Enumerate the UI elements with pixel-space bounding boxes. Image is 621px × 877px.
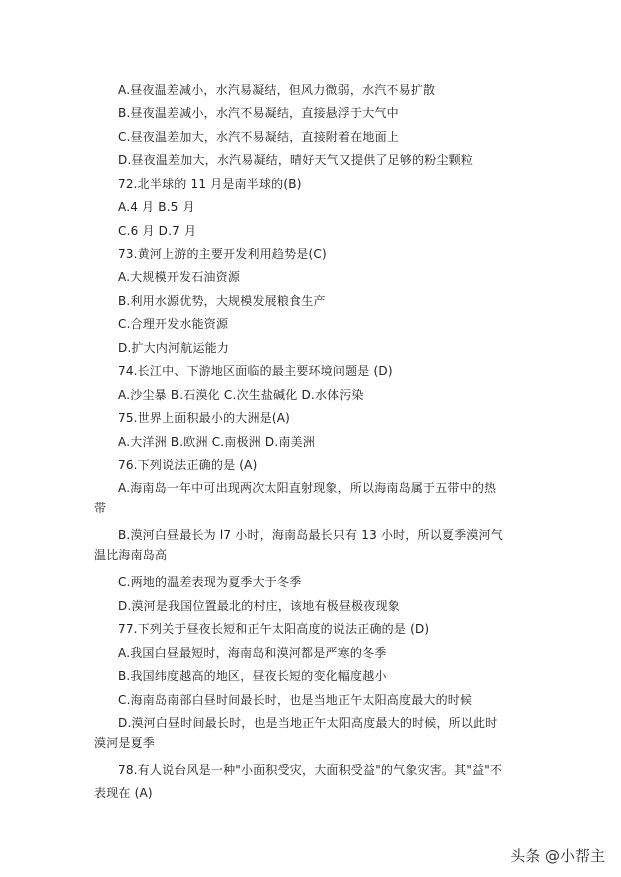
option-line: B.我国纬度越高的地区，昼夜长短的变化幅度越小 bbox=[118, 669, 387, 683]
option-line: A.大规模开发石油资源 bbox=[118, 270, 241, 284]
question-line: 74.长江中、下游地区面临的最主要环境问题是 (D) bbox=[118, 364, 393, 378]
option-line: A.沙尘暴 B.石漠化 C.次生盐碱化 D.水体污染 bbox=[118, 388, 364, 402]
question-line: 75.世界上面积最小的大洲是(A) bbox=[118, 411, 291, 425]
option-line: D.昼夜温差加大，水汽易凝结，晴好天气又提供了足够的粉尘颗粒 bbox=[118, 153, 474, 167]
question-line: 78.有人说台风是一种"小面积受灾，大面积受益"的气象灾害。其"益"不 bbox=[118, 763, 503, 777]
option-line: C.合理开发水能资源 bbox=[118, 317, 229, 331]
option-line: A.我国白昼最短时，海南岛和漠河都是严寒的冬季 bbox=[118, 646, 387, 660]
watermark-label: 头条 @小帮主 bbox=[510, 847, 605, 865]
question-line-continued: 表现在 (A) bbox=[94, 786, 153, 800]
option-line: A.昼夜温差减小，水汽易凝结，但风力微弱，水汽不易扩散 bbox=[118, 83, 436, 97]
question-line: 72.北半球的 11 月是南半球的(B) bbox=[118, 177, 302, 191]
option-line-continued: 漠河是夏季 bbox=[94, 736, 156, 750]
option-line: C.6 月 D.7 月 bbox=[118, 224, 197, 238]
option-line: A.海南岛一年中可出现两次太阳直射现象，所以海南岛属于五带中的热 bbox=[118, 481, 497, 495]
option-line: B.利用水源优势，大规模发展粮食生产 bbox=[118, 294, 326, 308]
question-line: 73.黄河上游的主要开发利用趋势是(C) bbox=[118, 247, 327, 261]
option-line: A.大洋洲 B.欧洲 C.南极洲 D.南美洲 bbox=[118, 435, 315, 449]
question-line: 76.下列说法正确的是 (A) bbox=[118, 458, 258, 472]
option-line: C.两地的温差表现为夏季大于冬季 bbox=[118, 575, 302, 589]
option-line: B.昼夜温差减小，水汽不易凝结，直接悬浮于大气中 bbox=[118, 106, 399, 120]
option-line: D.扩大内河航运能力 bbox=[118, 341, 230, 355]
option-line: B.漠河白昼最长为 l7 小时，海南岛最长只有 13 小时，所以夏季漠河气 bbox=[118, 528, 503, 542]
option-line: C.海南岛南部白昼时间最长时，也是当地正午太阳高度最大的时候 bbox=[118, 693, 473, 707]
question-line: 77.下列关于昼夜长短和正午太阳高度的说法正确的是 (D) bbox=[118, 622, 430, 636]
option-line: D.漠河白昼时间最长时，也是当地正午太阳高度最大的时候，所以此时 bbox=[118, 716, 498, 730]
option-line: C.昼夜温差加大，水汽不易凝结，直接附着在地面上 bbox=[118, 130, 399, 144]
option-line-continued: 温比海南岛高 bbox=[94, 548, 168, 562]
option-line: A.4 月 B.5 月 bbox=[118, 200, 195, 214]
option-line: D.漠河是我国位置最北的村庄，该地有极昼极夜现象 bbox=[118, 599, 400, 613]
option-line-continued: 带 bbox=[94, 501, 107, 515]
